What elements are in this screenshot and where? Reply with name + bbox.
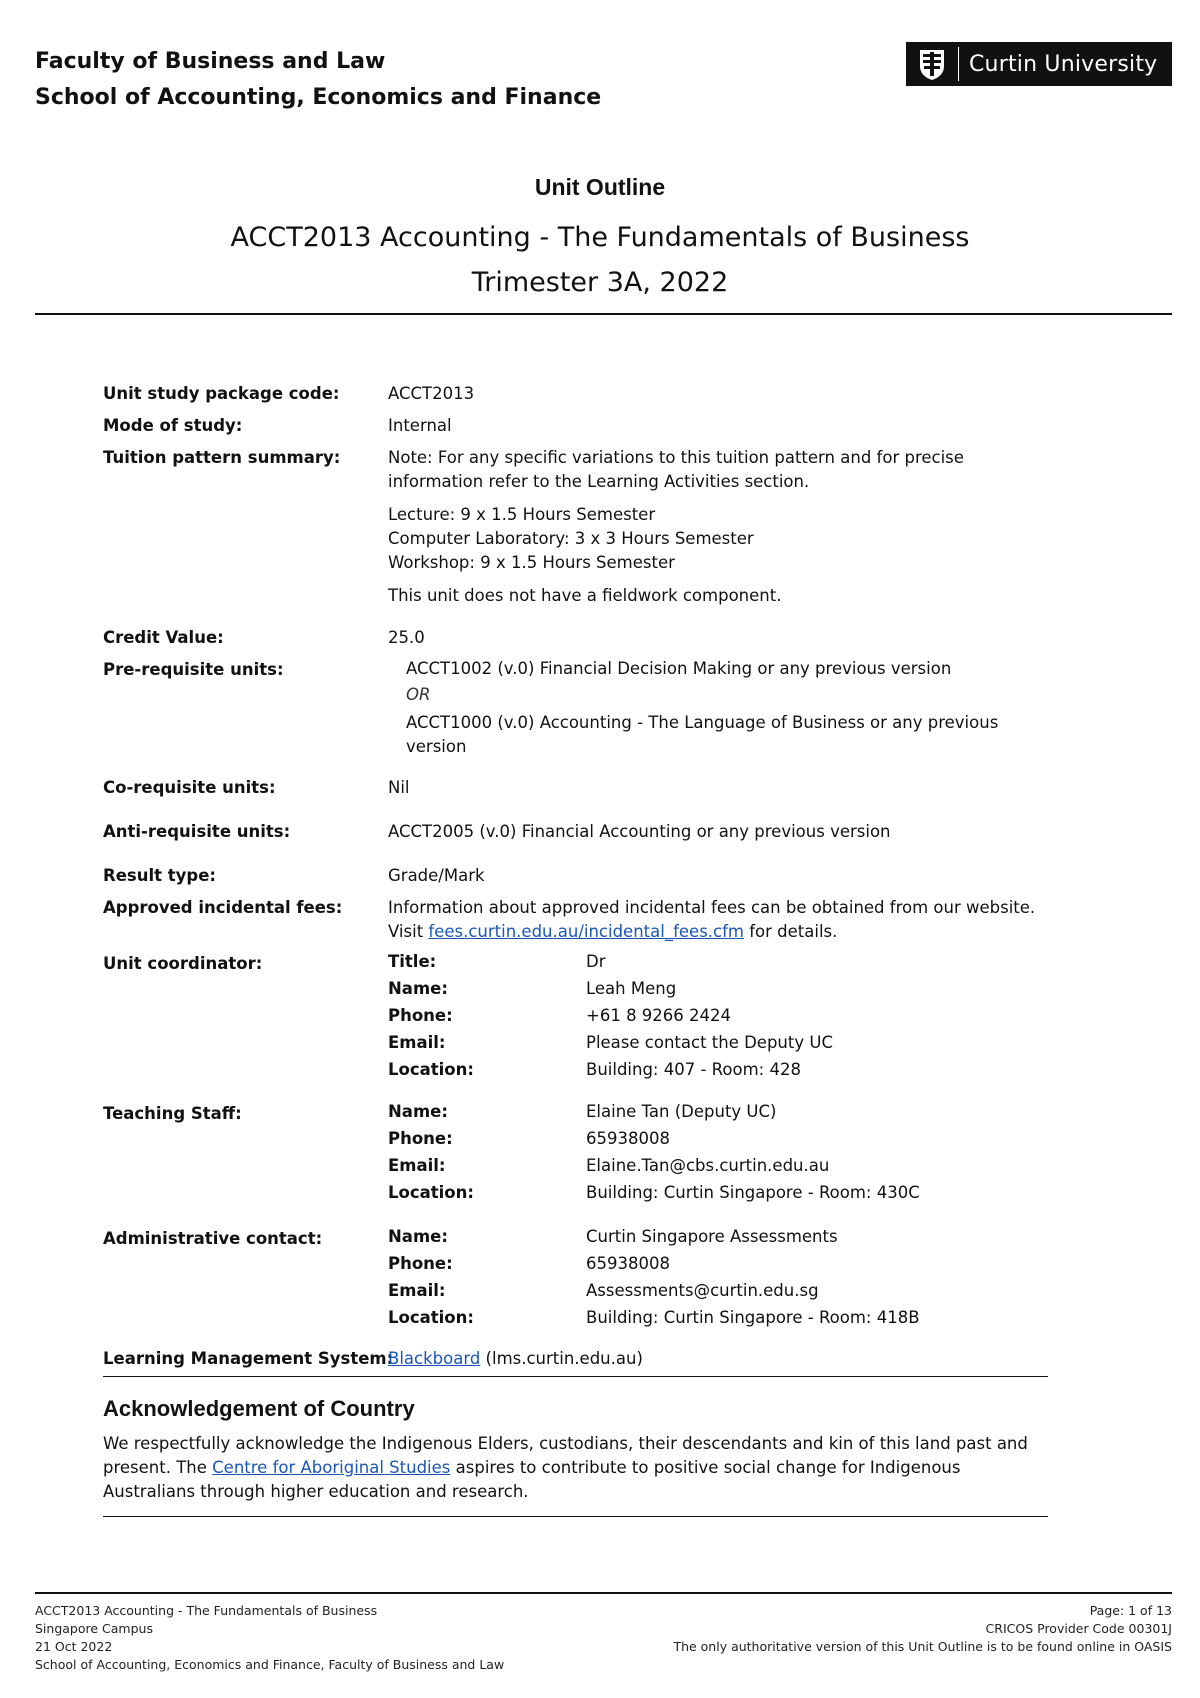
ack-line1: We respectfully acknowledge the Indigenous Elders, custodians, their descendants and kin of this land past and — [103, 1434, 1028, 1453]
teaching-key: Location: — [388, 1183, 474, 1202]
tuition-label: Tuition pattern summary: — [103, 448, 341, 467]
teaching-key: Email: — [388, 1156, 446, 1175]
antireq-label: Anti-requisite units: — [103, 822, 291, 841]
mode-value: Internal — [388, 416, 452, 435]
admin-key: Location: — [388, 1308, 474, 1327]
admin-key: Email: — [388, 1281, 446, 1300]
footer-campus: Singapore Campus — [35, 1621, 153, 1636]
footer-school: School of Accounting, Economics and Finance, Faculty of Business and Law — [35, 1657, 505, 1672]
blackboard-link[interactable]: Blackboard — [388, 1349, 481, 1368]
ack-line2-post: aspires to contribute to positive social change for Indigenous — [450, 1458, 961, 1477]
page-title: Unit Outline — [534, 174, 666, 200]
footer-cricos: CRICOS Provider Code 00301J — [985, 1621, 1172, 1636]
tuition-note-line1: Note: For any specific variations to this tuition pattern and for precise — [388, 448, 964, 467]
coordinator-phone: +61 8 9266 2424 — [586, 1006, 732, 1025]
fees-visit: Visit — [388, 922, 429, 941]
crest-icon — [914, 46, 950, 82]
teaching-email-row — [388, 1156, 1053, 1183]
prereq-unit2-line2: version — [406, 737, 467, 756]
antireq-value: ACCT2005 (v.0) Financial Accounting or any previous version — [388, 822, 891, 841]
footer-right — [673, 1602, 1172, 1656]
teaching-phone-row — [388, 1129, 1053, 1156]
header-titles — [35, 44, 601, 116]
title-rule — [35, 313, 1172, 315]
admin-email-row — [388, 1281, 1053, 1308]
curtin-logo — [906, 42, 1172, 86]
fees-line1: Information about approved incidental fees can be obtained from our website. — [388, 898, 1036, 917]
admin-location: Building: Curtin Singapore - Room: 418B — [586, 1308, 920, 1327]
tuition-lab: Computer Laboratory: 3 x 3 Hours Semester — [388, 529, 754, 548]
aboriginal-studies-link[interactable]: Centre for Aboriginal Studies — [212, 1458, 451, 1477]
teaching-email: Elaine.Tan@cbs.curtin.edu.au — [586, 1156, 830, 1175]
result-label: Result type: — [103, 866, 216, 885]
prereq-or: OR — [406, 685, 431, 704]
footer-left — [35, 1602, 504, 1674]
credit-value: 25.0 — [388, 628, 425, 647]
fees-after: for details. — [744, 922, 838, 941]
admin-location-row — [388, 1308, 1053, 1335]
admin-key: Phone: — [388, 1254, 453, 1273]
teaching-key: Name: — [388, 1102, 448, 1121]
footer-rule — [35, 1592, 1172, 1594]
teaching-key: Phone: — [388, 1129, 453, 1148]
ack-line3: Australians through higher education and research. — [103, 1482, 529, 1501]
ack-line2-pre: present. The — [103, 1458, 213, 1477]
coordinator-key: Phone: — [388, 1006, 453, 1025]
tuition-fieldwork: This unit does not have a fieldwork component. — [388, 586, 782, 605]
admin-name: Curtin Singapore Assessments — [586, 1227, 838, 1246]
footer-authority: The only authoritative version of this Unit Outline is to be found online in OASIS — [673, 1639, 1172, 1654]
prereq-label: Pre-requisite units: — [103, 660, 284, 679]
coreq-label: Co-requisite units: — [103, 778, 276, 797]
ack-rule — [103, 1516, 1048, 1517]
fees-label: Approved incidental fees: — [103, 898, 343, 917]
coordinator-name: Leah Meng — [586, 979, 677, 998]
admin-phone-row — [388, 1254, 1053, 1281]
coordinator-email: Please contact the Deputy UC — [586, 1033, 833, 1052]
credit-label: Credit Value: — [103, 628, 224, 647]
lms-url: (lms.curtin.edu.au) — [480, 1349, 643, 1368]
coordinator-name-row — [388, 979, 1053, 1006]
fees-link[interactable]: fees.curtin.edu.au/incidental_fees.cfm — [428, 922, 744, 941]
logo-divider — [958, 47, 959, 81]
footer-date: 21 Oct 2022 — [35, 1639, 113, 1654]
admin-email: Assessments@curtin.edu.sg — [586, 1281, 819, 1300]
acknowledgement-text — [103, 1432, 1048, 1504]
faculty-name: Faculty of Business and Law — [35, 49, 386, 74]
teaching-name: Elaine Tan (Deputy UC) — [586, 1102, 777, 1121]
admin-label: Administrative contact: — [103, 1229, 323, 1248]
unit-period: Trimester 3A, 2022 — [471, 267, 729, 298]
admin-phone: 65938008 — [586, 1254, 670, 1273]
teaching-details — [388, 1102, 1053, 1210]
coordinator-key: Location: — [388, 1060, 474, 1079]
result-value: Grade/Mark — [388, 866, 485, 885]
teaching-name-row — [388, 1102, 1053, 1129]
fees-value — [388, 896, 1053, 944]
tuition-value — [388, 446, 1053, 617]
tuition-workshop: Workshop: 9 x 1.5 Hours Semester — [388, 553, 675, 572]
package-code-label: Unit study package code: — [103, 384, 340, 403]
coordinator-key: Title: — [388, 952, 437, 971]
school-name: School of Accounting, Economics and Finance — [35, 85, 602, 110]
teaching-phone: 65938008 — [586, 1129, 670, 1148]
coordinator-label: Unit coordinator: — [103, 954, 263, 973]
coordinator-key: Name: — [388, 979, 448, 998]
coordinator-phone-row — [388, 1006, 1053, 1033]
prereq-unit2-line1: ACCT1000 (v.0) Accounting - The Language of Business or any previous — [406, 713, 999, 732]
admin-key: Name: — [388, 1227, 448, 1246]
logo-text: Curtin University — [969, 51, 1158, 77]
lms-label: Learning Management System: — [103, 1349, 394, 1368]
tuition-note-line2: information refer to the Learning Activities section. — [388, 472, 810, 491]
unit-title: ACCT2013 Accounting - The Fundamentals of Business — [230, 222, 970, 253]
prereq-value — [388, 657, 1071, 759]
teaching-location: Building: Curtin Singapore - Room: 430C — [586, 1183, 920, 1202]
coordinator-email-row — [388, 1033, 1053, 1060]
coordinator-title-row — [388, 952, 1053, 979]
teaching-label: Teaching Staff: — [103, 1104, 242, 1123]
lms-value — [388, 1347, 1053, 1371]
acknowledgement-heading: Acknowledgement of Country — [103, 1396, 415, 1421]
footer-unit: ACCT2013 Accounting - The Fundamentals of Business — [35, 1603, 378, 1618]
teaching-location-row — [388, 1183, 1053, 1210]
lms-rule — [103, 1376, 1048, 1377]
admin-details — [388, 1227, 1053, 1335]
coordinator-title: Dr — [586, 952, 606, 971]
coordinator-key: Email: — [388, 1033, 446, 1052]
coordinator-location: Building: 407 - Room: 428 — [586, 1060, 801, 1079]
tuition-lecture: Lecture: 9 x 1.5 Hours Semester — [388, 505, 656, 524]
mode-label: Mode of study: — [103, 416, 243, 435]
coordinator-details — [388, 952, 1053, 1087]
coordinator-location-row — [388, 1060, 1053, 1087]
coreq-value: Nil — [388, 778, 410, 797]
footer-page: Page: 1 of 13 — [1089, 1603, 1172, 1618]
admin-name-row — [388, 1227, 1053, 1254]
package-code-value: ACCT2013 — [388, 384, 475, 403]
prereq-unit1: ACCT1002 (v.0) Financial Decision Making or any previous version — [406, 659, 952, 678]
